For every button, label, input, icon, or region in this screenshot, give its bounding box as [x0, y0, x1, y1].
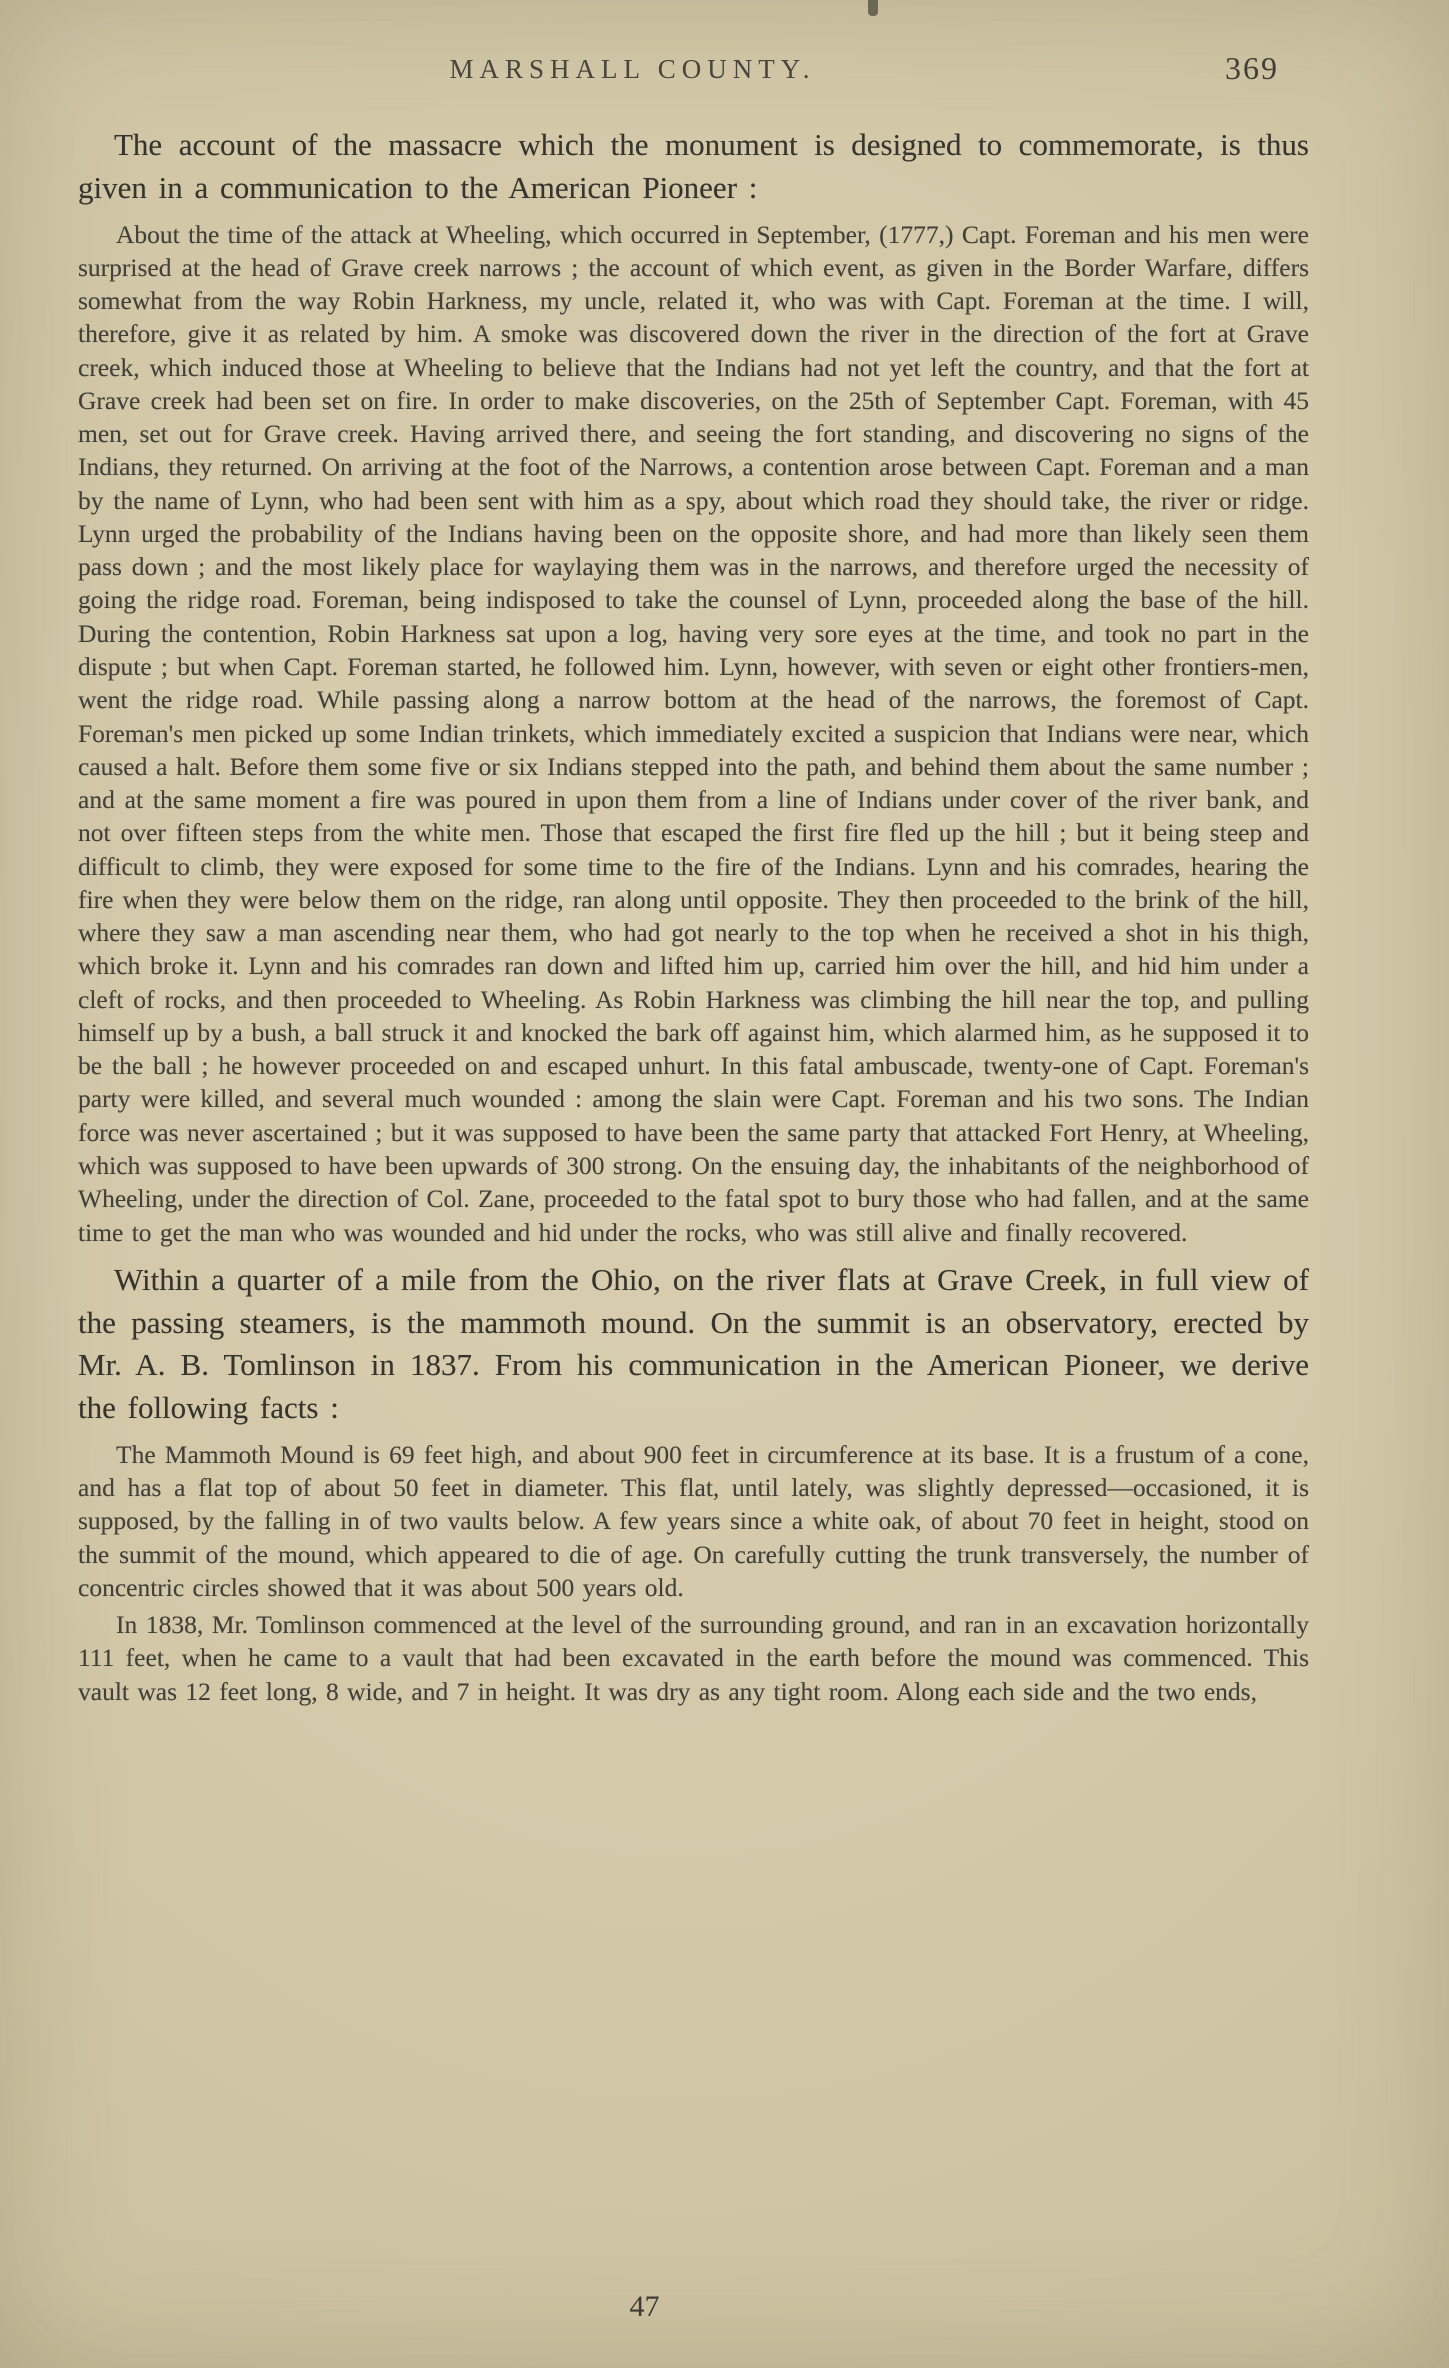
paragraph-intro-massacre: The account of the massacre which the monument is designed to commemorate, is thus given in a communication to the American Pioneer :: [78, 127, 1309, 205]
paragraph-mound-description: The Mammoth Mound is 69 feet high, and about 900 feet in circumference at its base. It is a frustum of a cone, and has a flat top of about 50 feet in diameter. This flat, until lately, was slightly depressed—occasioned, it is supposed, by the falling in of two vaults below. A few years since a white oak, of about 70 feet in height, stood on the summit of the mound, which appeared to die of age. On carefully cutting the trunk transversely, the number of concentric circles showed that it was about 500 years old.: [78, 1439, 1309, 1602]
scan-artifact: [868, 0, 878, 16]
running-title: MARSHALL COUNTY.: [449, 54, 816, 84]
paragraph-foreman-account: About the time of the attack at Wheeling, which occurred in September, (1777,) Capt. Foreman and his men were surprised at the head of Grave creek narrows ; the account of which event, as given in the Border Warfare, differs somewhat from the way Robin Harkness, my uncle, related it, who was with Capt. Foreman at the time. I will, therefore, give it as related by him. A smoke was discovered down the river in the direction of the fort at Grave creek, which induced those at Wheeling to believe that the Indians had not yet left the country, and that the fort at Grave creek had been set on fire. In order to make discoveries, on the 25th of September Capt. Foreman, with 45 men, set out for Grave creek. Having arrived there, and seeing the fort standing, and discovering no signs of the Indians, they returned. On arriving at the foot of the Narrows, a contention arose between Capt. Foreman and a man by the name of Lynn, who had been sent with him as a spy, about which road they should take, the river or ridge. Lynn urged the probability of the Indians having been on the opposite shore, and had more than likely seen them pass down ; and the most likely place for waylaying them was in the narrows, and therefore urged the necessity of going the ridge road. Foreman, being indisposed to take the counsel of Lynn, proceeded along the base of the hill. During the contention, Robin Harkness sat upon a log, having very sore eyes at the time, and took no part in the dispute ; but when Capt. Foreman started, he followed him. Lynn, however, with seven or eight other frontiers-men, went the ridge road. While passing along a narrow bottom at the head of the narrows, the foremost of Capt. Foreman's men picked up some Indian trinkets, which immediately excited a suspicion that Indians were near, which caused a halt. Before them some five or six Indians stepped into the path, and behind them about the same number ; and at the same moment a fire was poured in upon them from a line of Indians under cover of the river bank, and not over fifteen steps from the white men. Those that escaped the first fire fled up the hill ; but it being steep and difficult to climb, they were exposed for some time to the fire of the Indians. Lynn and his comrades, hearing the fire when they were below them on the ridge, ran along until opposite. They then proceeded to the brink of the hill, where they saw a man ascending near them, who had got nearly to the top when he received a shot in his thigh, which broke it. Lynn and his comrades ran down and lifted him up, carried him over the hill, and hid him under a cleft of rocks, and then proceeded to Wheeling. As Robin Harkness was climbing the hill near the top, and pulling himself up by a bush, a ball struck it and knocked the bark off against him, which alarmed him, as he supposed it to be the ball ; he however proceeded on and escaped unhurt. In this fatal ambuscade, twenty-one of Capt. Foreman's party were killed, and several much wounded : among the slain were Capt. Foreman and his two sons. The Indian force was never ascertained ; but it was supposed to have been the same party that attacked Fort Henry, at Wheeling, which was supposed to have been upwards of 300 strong. On the ensuing day, the inhabitants of the neighborhood of Wheeling, under the direction of Col. Zane, proceeded to the fatal spot to bury those who had fallen, and at the same time to get the man who was wounded and hid under the rocks, who was still alive and finally recovered.: [78, 219, 1309, 1247]
page-number-bottom: 47: [629, 2290, 660, 2323]
paragraph-excavation: In 1838, Mr. Tomlinson commenced at the level of the surrounding ground, and ran in an excavation horizontally 111 feet, when he came to a vault that had been excavated in the earth before the mound was commenced. This vault was 12 feet long, 8 wide, and 7 in height. It was dry as any tight room. Along each side and the two ends,: [78, 1610, 1309, 1706]
page-number-top: 369: [1225, 50, 1279, 86]
page-content: [78, 124, 1309, 1708]
paragraph-intro-mound: Within a quarter of a mile from the Ohio, on the river flats at Grave Creek, in full view of the passing steamers, is the mammoth mound. On the summit is an observatory, erected by Mr. A. B. Tomlinson in 1837. From his communication in the American Pioneer, we derive the following facts :: [78, 1261, 1309, 1426]
page-header: [78, 50, 1307, 98]
page-footer: [0, 2290, 1289, 2324]
